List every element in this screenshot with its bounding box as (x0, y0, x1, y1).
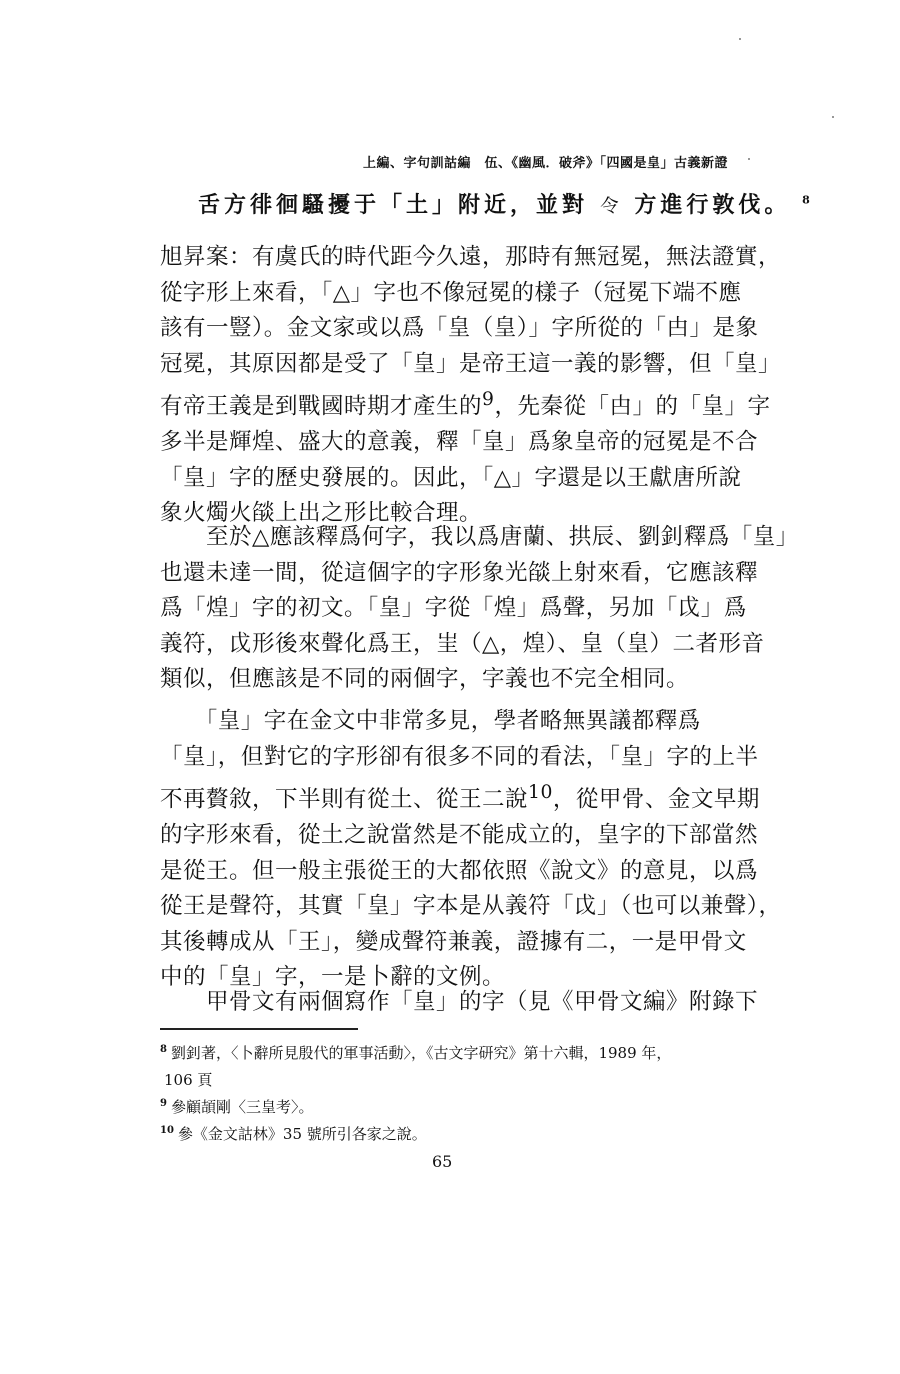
text-segment: 有帝王義是到戰國時期才產生的 (160, 393, 483, 420)
page-number: 65 (432, 1152, 453, 1171)
quote-text-end: 方進行敦伐。 (634, 192, 791, 218)
text-line: 冠冕，其原因都是受了「皇」是帝王這一義的影響，但「皇」 (160, 350, 782, 377)
footnote-divider (160, 1028, 358, 1030)
footnote-9 (160, 1092, 750, 1119)
running-header: 上編、字句訓詁編 伍、《幽風．破斧》「四國是皇」古義新證 (362, 156, 728, 171)
ancient-character-glyph: 令 (598, 193, 625, 219)
footnote-8 (160, 1038, 750, 1065)
text-line: 其後轉成从「王」，變成聲符兼義，證據有二，一是甲骨文 (160, 928, 747, 955)
text-segment: 不再贅敘，下半則有從土、從王二說 (160, 786, 529, 813)
paragraph-identification (160, 520, 799, 698)
text-line (160, 382, 771, 425)
text-line: 從王是聲符，其實「皇」字本是从義符「戉」（也可以兼聲）， (160, 893, 782, 919)
scan-speck (748, 158, 750, 160)
quote-text-start: 舌方徘徊騷擾于「土」附近，並對 (198, 192, 589, 218)
text-line: 「皇」字在金文中非常多見，學者略無異議都釋爲 (160, 708, 701, 734)
text-line: 的字形來看，從土之說當然是不能成立的，皇字的下部當然 (160, 822, 759, 848)
footnote-ref-8[interactable]: 8 (802, 193, 810, 207)
footnote-number: 9 (160, 1098, 167, 1109)
footnote-text: 參顧頡剛〈三皇考〉。 (170, 1098, 314, 1116)
footnote-text: 106 頁 (164, 1071, 213, 1089)
text-line: 「皇」，但對它的字形卻有很多不同的看法，「皇」字的上半 (160, 743, 759, 770)
footnote-number: 8 (160, 1044, 167, 1055)
text-line: 甲骨文有兩個寫作「皇」的字（見《甲骨文編》附錄下 (160, 989, 759, 1015)
text-line: 至於△應該釋爲何字，我以爲唐蘭、拱辰、劉釗釋爲「皇」 (160, 524, 799, 550)
quoted-inscription-line (198, 188, 810, 219)
text-line: 旭昇案：有虞氏的時代距今久遠，那時有無冠冕，無法證實， (160, 244, 782, 270)
paragraph-bronze-inscriptions (160, 704, 782, 996)
text-segment: ，從甲骨、金文早期 (552, 786, 760, 813)
paragraph-commentary (160, 240, 782, 532)
text-segment: ，先秦從「甴」的「皇」字 (494, 393, 771, 420)
footnote-text: 參《金文詁林》35 號所引各家之說。 (177, 1125, 427, 1143)
text-line: 是從王。但一般主張從王的大都依照《說文》的意見，以爲 (160, 857, 759, 884)
text-line: 該有一豎）。金文家或以爲「皇（皇）」字所從的「甴」是象 (160, 315, 759, 341)
text-line (160, 775, 760, 818)
text-line: 也還未達一間，從這個字的字形象光燄上射來看，它應該釋 (160, 559, 759, 586)
text-line: 義符，戉形後來聲化爲王，㞷（△，煌）、皇（皇）二者形音 (160, 630, 765, 657)
footnote-10 (160, 1119, 750, 1146)
footnote-number: 10 (160, 1125, 174, 1136)
text-line: 爲「煌」字的初文。「皇」字從「煌」爲聲，另加「戉」爲 (160, 595, 747, 621)
text-line: 中的「皇」字，一是卜辭的文例。 (160, 964, 506, 990)
footnote-ref-9[interactable]: 9 (482, 389, 495, 410)
text-line: 類似，但應該是不同的兩個字，字義也不完全相同。 (160, 666, 690, 692)
text-line: 從字形上來看，「△」字也不像冠冕的樣子（冠冕下端不應 (160, 279, 742, 306)
footnote-8-continued (160, 1065, 750, 1092)
footnote-ref-10[interactable]: 10 (528, 782, 553, 803)
text-line: 象火燭火燄上出之形比較合理。 (160, 500, 483, 526)
scan-speck (832, 116, 834, 118)
text-line: 「皇」字的歷史發展的。因此，「△」字還是以王獻唐所說 (160, 464, 742, 491)
text-line: 多半是輝煌、盛大的意義，釋「皇」爲象皇帝的冠冕是不合 (160, 429, 759, 455)
scan-speck (739, 38, 741, 40)
footnotes (160, 1038, 750, 1146)
paragraph-oracle-bones (160, 985, 759, 1021)
footnote-text: 劉釗著，〈卜辭所見殷代的軍事活動〉，《古文字研究》第十六輯，1989 年， (170, 1044, 672, 1062)
